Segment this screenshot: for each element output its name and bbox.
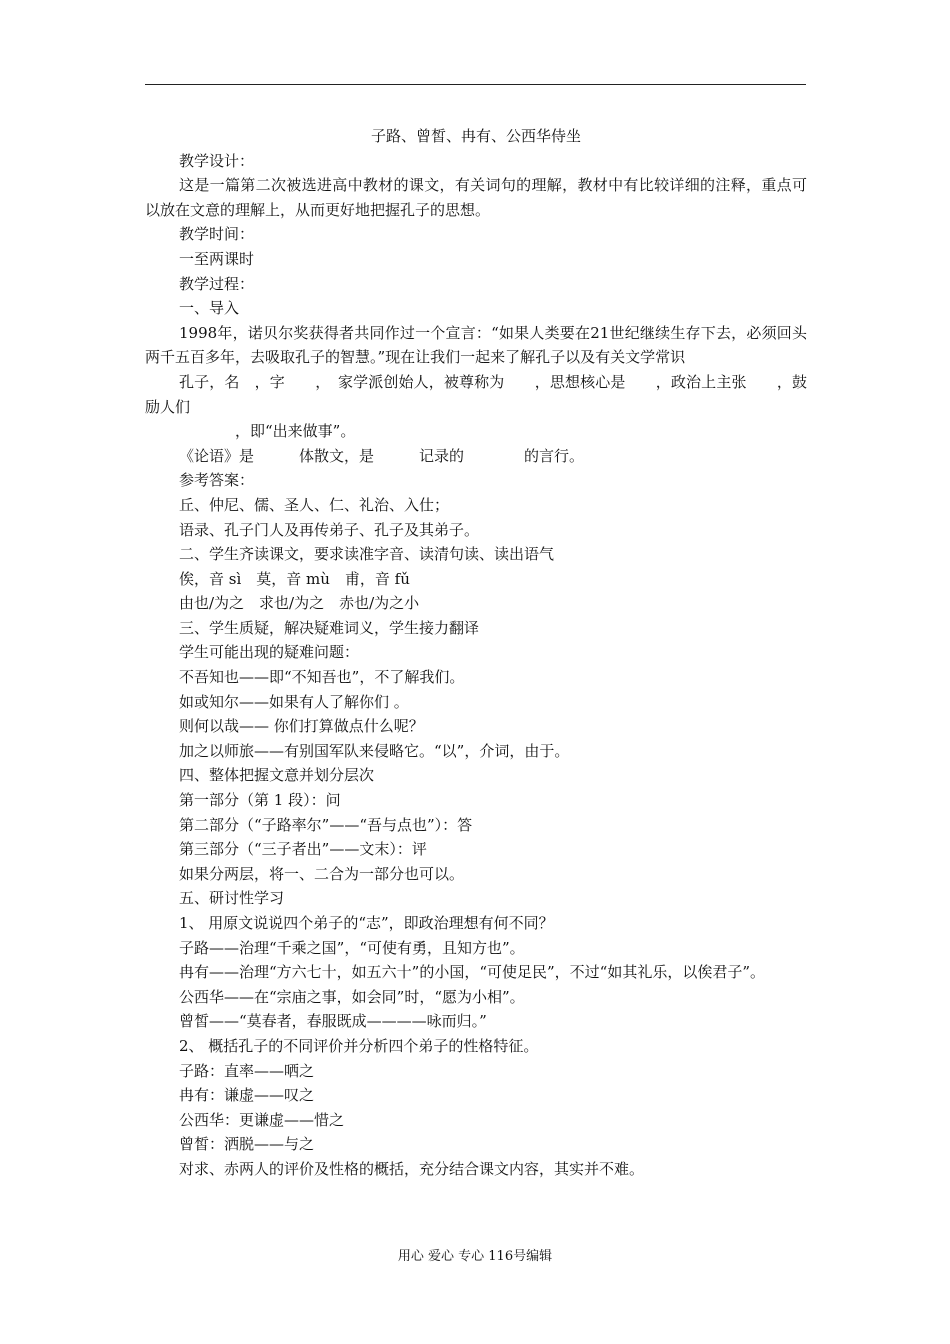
- line-pronunciation: 俟，音 sì 莫，音 mù 甫，音 fǔ: [179, 569, 410, 588]
- line-zilu-aspiration: 子路——治理“千乘之国”，“可使有勇，且知方也”。: [179, 938, 525, 957]
- line-gloss-4: 加之以师旅——有别国军队来侵略它。“以”，介词，由于。: [179, 741, 570, 760]
- line-teaching-time-label: 教学时间：: [179, 225, 255, 244]
- line-analects-fill-blanks: 《论语》是 体散文，是 记录的 的言行。: [179, 446, 585, 465]
- line-zengxi-aspiration: 曾皙——“莫春者，春服既成————咏而归。”: [179, 1012, 487, 1031]
- line-nobel-declaration: 1998年，诺贝尔奖获得者共同作过一个宣言：“如果人类要在21世纪继续生存下去，必须回头两千五百多年，去吸取孔子的智慧。”现在让我们一起来了解孔子以及有关文学常识: [145, 323, 807, 367]
- line-reading-pauses: 由也/为之 求也/为之 赤也/为之小: [179, 594, 420, 613]
- document-body: [145, 124, 807, 1182]
- line-reference-answer-label: 参考答案：: [179, 471, 255, 490]
- page-footer: 用心 爱心 专心 116号编辑: [397, 1249, 553, 1264]
- line-gloss-3: 则何以哉—— 你们打算做点什么呢？: [179, 717, 424, 736]
- line-answer-2: 语录、孔子门人及再传弟子、孔子及其弟子。: [179, 520, 480, 539]
- line-gloss-1: 不吾知也——即“不知吾也”，不了解我们。: [179, 668, 465, 687]
- line-question-1: 1、 用原文说说四个弟子的“志”，即政治理想有何不同？: [179, 914, 554, 932]
- line-gongxihua-aspiration: 公西华——在“宗庙之事，如会同”时，“愿为小相”。: [179, 987, 525, 1006]
- line-part-2: 第二部分（“子路率尔”——“吾与点也”）：答: [179, 815, 473, 834]
- line-section-3-heading: 三、学生质疑，解决疑难词义，学生接力翻译: [179, 618, 480, 637]
- line-section-4-heading: 四、整体把握文意并划分层次: [179, 766, 375, 785]
- line-section-5-heading: 五、研讨性学习: [179, 889, 285, 908]
- line-difficult-questions: 学生可能出现的疑难问题：: [179, 643, 360, 662]
- line-teaching-process: 教学过程：: [179, 274, 255, 293]
- line-zilu-trait: 子路：直率——哂之: [179, 1061, 315, 1080]
- line-teaching-design: 教学设计：: [179, 151, 255, 170]
- line-teaching-time-value: 一至两课时: [179, 249, 255, 268]
- line-zengxi-trait: 曾皙：洒脱——与之: [179, 1135, 315, 1154]
- line-question-2: 2、 概括孔子的不同评价并分析四个弟子的性格特征。: [179, 1036, 539, 1055]
- line-part-3: 第三部分（“三子者出”——文末）：评: [179, 840, 427, 859]
- line-ranyou-aspiration: 冉有——治理“方六七十，如五六十”的小国，“可使足民”，不过“如其礼乐，以俟君子”。: [179, 963, 766, 982]
- document-title: 子路、曾皙、冉有、公西华侍坐: [370, 127, 581, 145]
- line-answer-1: 丘、仲尼、儒、圣人、仁、礼治、入仕；: [179, 495, 450, 514]
- line-section-1-heading: 一、导入: [179, 299, 240, 318]
- header-rule: [145, 84, 806, 85]
- line-confucius-fill-blanks: 孔子，名 ，字 ， 家学派创始人，被尊称为 ，思想核心是 ，政治上主张 ，鼓励人们: [145, 372, 807, 416]
- line-ranyou-trait: 冉有：谦虚——叹之: [179, 1086, 315, 1105]
- line-part-1: 第一部分（第 1 段）：问: [179, 791, 341, 810]
- line-come-out-work: ，即“出来做事”。: [235, 422, 356, 441]
- line-gloss-2: 如或知尔——如果有人了解你们 。: [179, 692, 409, 711]
- line-gongxihua-trait: 公西华：更谦虚——惜之: [179, 1110, 345, 1129]
- line-two-layers-note: 如果分两层，将一、二合为一部分也可以。: [179, 864, 465, 883]
- line-intro-paragraph: 这是一篇第二次被选进高中教材的课文，有关词句的理解，教材中有比较详细的注释，重点可以放在文意的理解上，从而更好地把握孔子的思想。: [145, 176, 807, 219]
- line-conclusion: 对求、赤两人的评价及性格的概括，充分结合课文内容，其实并不难。: [179, 1159, 645, 1178]
- line-section-2-heading: 二、学生齐读课文，要求读准字音、读清句读、读出语气: [179, 545, 555, 564]
